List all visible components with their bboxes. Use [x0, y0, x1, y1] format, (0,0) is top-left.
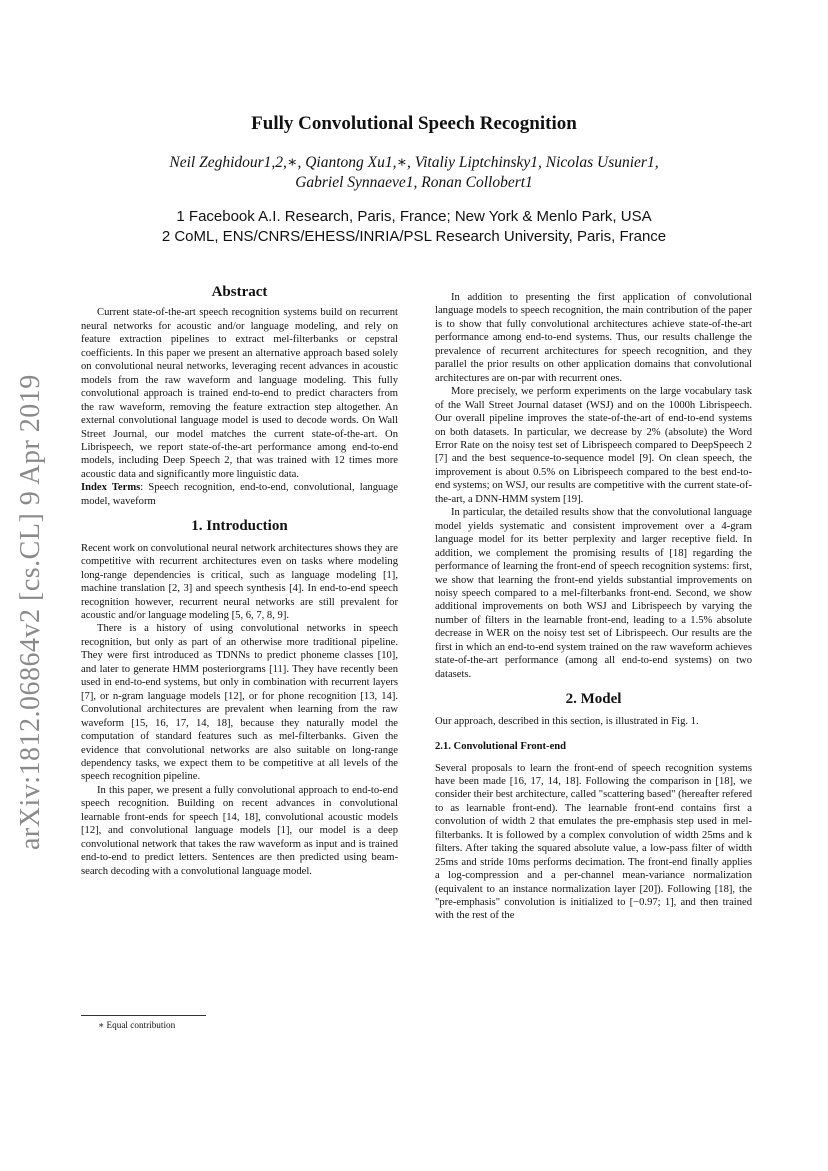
authors-line-1: Neil Zeghidour1,2,∗, Qiantong Xu1,∗, Vitaliy Liptchinsky1, Nicolas Usunier1, — [169, 154, 659, 171]
index-terms-text: : Speech recognition, end-to-end, convolutional, language model, waveform — [81, 482, 398, 507]
right-column — [435, 291, 752, 923]
right-paragraph-1: In addition to presenting the first application of convolutional language models to speech recognition, the main contribution of the paper is to show that fully convolutional architectures achieve state-of-the-art performance among end-to-end systems. Thus, our results challenge the prevalence of recurrent architectures for speech recognition, and they parallel the prior results on other application domains that convolutional architectures are on-par with recurrent ones. — [435, 292, 752, 384]
arxiv-id: arXiv:1812.06864v2 [cs.CL] 9 Apr 2019 — [15, 374, 46, 850]
intro-paragraph-3: In this paper, we present a fully convolutional approach to end-to-end speech recognition. Building on recent advances in convolutional learnable front-ends for speech [14, 18], convolutional acoustic models [12], and convolutional language models [1], our model is a deep convolutional network that takes the raw waveform as input and is trained end-to-end to predict letters. Sentences are then predicted using beam-search decoding with a convolutional language model. — [81, 784, 398, 877]
affiliations — [60, 207, 768, 247]
affiliation-2: 2 CoML, ENS/CNRS/EHESS/INRIA/PSL Research University, Paris, France — [161, 228, 667, 245]
right-paragraph-3: In particular, the detailed results show that the convolutional language model yields systematic and consistent improvement over a 4-gram language model for its better perplexity and larger receptive field. In addition, we complement the promising results of [18] regarding the performance of learning the front-end of speech recognition systems: first, we show that learning the front-end yields substantial improvements on noisy speech compared to a mel-filterbanks front-end. Second, we show additional improvements on both WSJ and Librispeech by varying the number of filters in the learnable front-end, leading to a 1.5% absolute decrease in WER on the noisy test set of Librispeech. Our results are the first in which an end-to-end system trained on the raw waveform achieves state-of-the-art performance (among all end-to-end systems) on two datasets. — [435, 507, 752, 680]
footnote-text: ∗ Equal contribution — [98, 1020, 176, 1030]
paper-title: Fully Convolutional Speech Recognition — [251, 113, 577, 134]
intro-paragraph-1: Recent work on convolutional neural network architectures shows they are competitive with recurrent architectures even on tasks where modeling long-range dependencies is critical, such as language modeling [1], machine translation [2, 3] and speech synthesis [4]. In end-to-end speech recognition however, recurrent neural networks are still prevalent for acoustic and/or language modeling [5, 6, 7, 8, 9]. — [81, 542, 398, 621]
intro-heading: 1. Introduction — [191, 518, 288, 535]
index-terms — [81, 481, 398, 508]
authors-line-2: Gabriel Synnaeve1, Ronan Collobert1 — [295, 174, 533, 191]
affiliation-1: 1 Facebook A.I. Research, Paris, France; New York & Menlo Park, USA — [176, 208, 652, 225]
footnote — [81, 1015, 398, 1031]
intro-paragraph-2: There is a history of using convolutional networks in speech recognition, but only as part of an otherwise more traditional pipeline. They were first introduced as TDNNs to predict phoneme classes [10], and later to generate HMM posteriorgrams [11]. They have recently been used in end-to-end systems, but only in combination with recurrent layers [7], or n-gram language models [12], or for phone recognition [13, 14]. Convolutional architectures are prevalent when learning from the raw waveform [15, 16, 17, 14, 18], because they naturally model the computation of standard features such as mel-filterbanks. Given the evidence that convolutional networks are also suitable on long-range dependency tasks, we expect them to be competitive at all levels of the speech recognition pipeline. — [81, 623, 398, 783]
left-column — [81, 286, 398, 878]
index-terms-label: Index Terms — [81, 482, 141, 494]
model-paragraph: Our approach, described in this section, is illustrated in Fig. 1. — [435, 715, 699, 727]
frontend-paragraph: Several proposals to learn the front-end of speech recognition systems have been made [16, 17, 14, 18]. Following the comparison in [18], we consider their best architecture, called "scattering based" (hereafter refered to as learnable front-end). The learnable front-end contains first a convolution of width 2 that emulates the pre-emphasis step used in mel-filterbanks. It is followed by a complex convolution of width 25ms and k filters. After taking the squared absolute value, a low-pass filter of width 25ms and stride 10ms performs decimation. The front-end finally applies a log-compression and a per-channel mean-variance normalization (equivalent to an instance normalization layer [20]). Following [18], the "pre-emphasis" convolution is initialized to [−0.97; 1], and then trained with the rest of the — [435, 762, 752, 922]
right-paragraph-2: More precisely, we perform experiments on the large vocabulary task of the Wall Street Journal dataset (WSJ) and on the 1000h Librispeech. Our overall pipeline improves the state-of-the-art of end-to-end systems on both datasets. In particular, we decrease by 2% (absolute) the Word Error Rate on the noisy test set of Librispeech compared to DeepSpeech 2 [7] and the best sequence-to-sequence model [9]. On clean speech, the improvement is about 0.5% on Librispeech compared to the best end-to-end systems; on WSJ, our results are competitive with the current state-of-the-art, a DNN-HMM system [19]. — [435, 386, 752, 505]
abstract-text: Current state-of-the-art speech recognition systems build on recurrent neural networks for acoustic and/or language modeling, and rely on feature extraction pipelines to extract mel-filterbanks or cepstral coefficients. In this paper we present an alternative approach based solely on convolutional neural networks, leveraging recent advances in acoustic models from the raw waveform and language modeling. This fully convolutional approach is trained end-to-end to predict characters from the raw waveform, removing the feature extraction step altogether. An external convolutional language model is used to decode words. On Wall Street Journal, our model matches the current state-of-the-art. On Librispeech, we report state-of-the-art performance among end-to-end models, including Deep Speech 2, that was trained with 12 times more acoustic data and significantly more linguistic data. — [81, 307, 398, 480]
frontend-heading: 2.1. Convolutional Front-end — [435, 741, 567, 753]
authors — [100, 153, 728, 193]
abstract-heading: Abstract — [211, 284, 268, 300]
footnote-rule — [81, 1015, 206, 1016]
model-heading: 2. Model — [565, 691, 622, 708]
